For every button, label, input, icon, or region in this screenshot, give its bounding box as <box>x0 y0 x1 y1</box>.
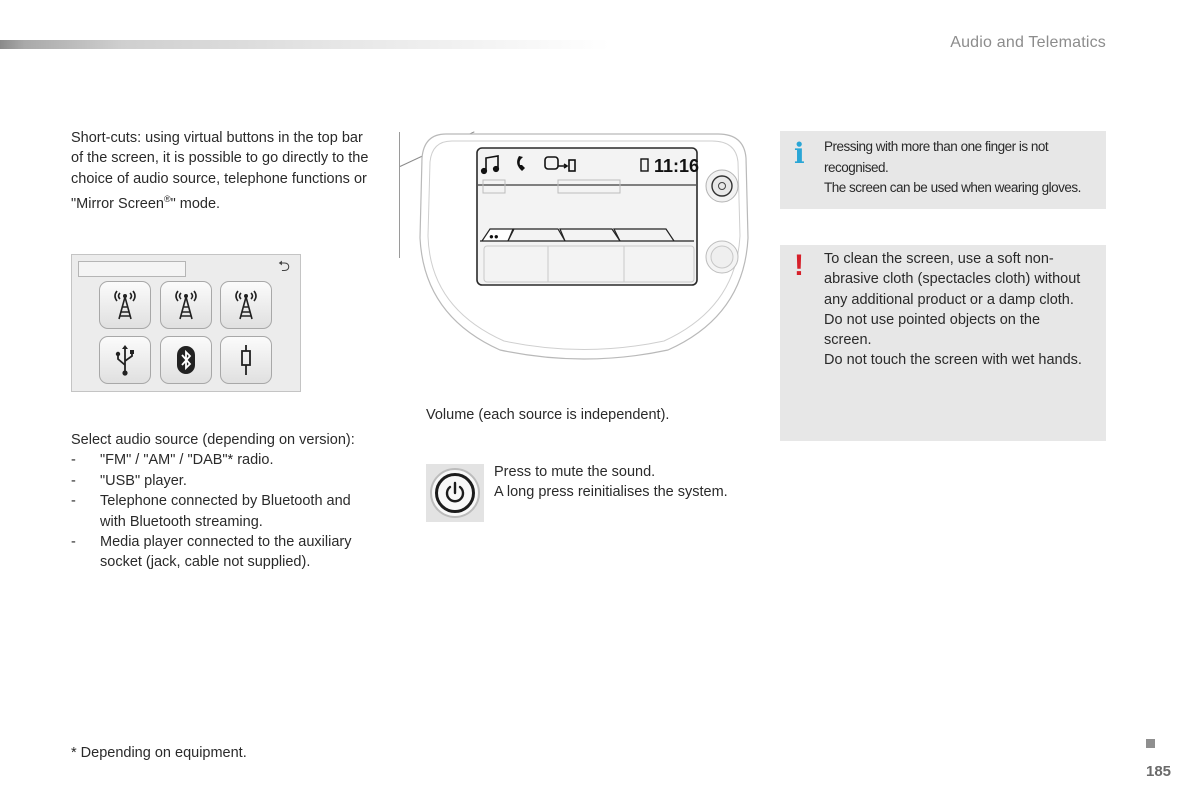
clock-display: 11:16 <box>654 156 700 176</box>
shortcuts-paragraph: Short-cuts: using virtual buttons in the top bar of the screen, it is possible to go directly to the choice of audio source, telephone functions or "Mirror Screen®" mode. <box>71 130 369 213</box>
svg-text:●●: ●● <box>489 232 499 241</box>
page-number: 185 <box>1146 763 1172 780</box>
bluetooth-icon <box>172 343 200 377</box>
warning-note-box: ! To clean the screen, use a soft non- abrasive cloth (spectacles cloth) without any additional product or a damp cloth. Do not use pointed objects on the screen. Do not touch the screen with wet hands. <box>780 245 1106 441</box>
aux-jack-source-button[interactable] <box>220 336 272 384</box>
radio-antenna-icon <box>232 288 260 322</box>
list-item: - "USB" player. <box>71 472 187 489</box>
power-button-illustration <box>426 464 484 522</box>
volume-caption: Volume (each source is independent). <box>426 407 670 423</box>
radio-fm-button[interactable] <box>99 281 151 329</box>
source-list <box>71 430 391 573</box>
chapter-title: Audio and Telematics <box>950 34 1106 51</box>
back-icon[interactable]: ⮌ <box>277 258 290 275</box>
warning-icon: ! <box>794 249 804 282</box>
info-note-box: i Pressing with more than one finger is not recognised. The screen can be used when wearing gloves. <box>780 131 1106 209</box>
usb-source-button[interactable] <box>99 336 151 384</box>
list-item: - Media player connected to the auxiliary socket (jack, cable not supplied). <box>71 534 352 571</box>
power-icon <box>444 481 466 505</box>
panel-title-field <box>78 261 186 277</box>
bluetooth-source-button[interactable] <box>160 336 212 384</box>
page-marker <box>1146 739 1155 748</box>
footnote: * Depending on equipment. <box>71 745 247 761</box>
jack-icon <box>232 343 260 377</box>
radio-dab-button[interactable] <box>220 281 272 329</box>
callout-divider <box>399 132 400 258</box>
header-gradient-bar <box>0 40 610 49</box>
list-item: - "FM" / "AM" / "DAB"* radio. <box>71 452 274 469</box>
source-list-heading: Select audio source (depending on version): <box>71 432 355 448</box>
usb-icon <box>111 343 139 377</box>
info-icon: i <box>794 137 805 170</box>
radio-antenna-icon <box>111 288 139 322</box>
audio-source-panel <box>71 254 301 392</box>
list-item: - Telephone connected by Bluetooth and with Bluetooth streaming. <box>71 493 351 530</box>
power-description: Press to mute the sound. A long press reinitialises the system. <box>494 464 728 501</box>
radio-antenna-icon <box>172 288 200 322</box>
touchscreen-unit-illustration <box>418 128 750 360</box>
radio-am-button[interactable] <box>160 281 212 329</box>
